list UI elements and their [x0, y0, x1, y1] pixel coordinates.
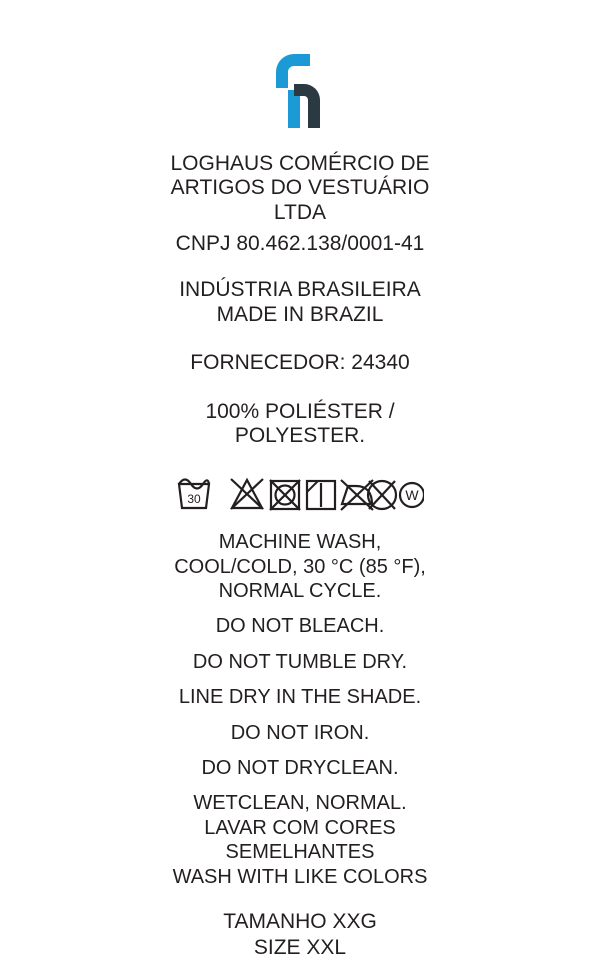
svg-text:W: W [405, 487, 419, 504]
svg-text:30: 30 [187, 492, 201, 507]
care-like-colors-en: WASH WITH LIKE COLORS [172, 865, 428, 888]
care-iron: DO NOT IRON. [230, 721, 370, 744]
fiber-composition [205, 400, 394, 449]
company-line-2: ARTIGOS DO VESTUÁRIO [170, 176, 430, 200]
company-line-1: LOGHAUS COMÉRCIO DE [170, 152, 430, 175]
wetclean-normal-symbol [400, 483, 424, 507]
care-line-dry: LINE DRY IN THE SHADE. [178, 686, 422, 709]
supplier-code: FORNECEDOR: 24340 [190, 351, 410, 375]
care-like-colors-pt-1: LAVAR COM CORES [204, 816, 396, 839]
do-not-tumble-dry-symbol [270, 480, 300, 510]
company-cnpj: CNPJ 80.462.138/0001-41 [175, 232, 425, 256]
care-tumble-dry: DO NOT TUMBLE DRY. [192, 650, 408, 673]
company-line-3: LTDA [273, 200, 327, 224]
size-pt: TAMANHO XXG [223, 909, 377, 933]
care-wash-line-1: MACHINE WASH, [218, 531, 382, 554]
care-instructions [173, 530, 428, 889]
size-en: SIZE XXL [253, 935, 347, 959]
care-bleach: DO NOT BLEACH. [215, 615, 385, 638]
care-wash-line-2: COOL/COLD, 30 °C (85 °F), [174, 555, 426, 578]
do-not-bleach-symbol [231, 479, 263, 509]
loghaus-logo [264, 52, 336, 130]
line-dry-in-shade-symbol [307, 481, 335, 509]
company-name [170, 152, 429, 225]
composition-line-pt: 100% POLIÉSTER / [205, 399, 395, 423]
do-not-dryclean-symbol [368, 481, 396, 509]
origin-line-en: MADE IN BRAZIL [216, 302, 384, 326]
machine-wash-30-symbol [179, 480, 209, 509]
size-info [223, 909, 377, 960]
care-wash-line-3: NORMAL CYCLE. [218, 580, 382, 603]
care-dryclean: DO NOT DRYCLEAN. [201, 756, 399, 779]
origin-line-pt: INDÚSTRIA BRASILEIRA [179, 278, 421, 302]
composition-line-en: POLYESTER. [234, 423, 366, 447]
origin-info [179, 278, 421, 327]
care-wetclean: WETCLEAN, NORMAL. [193, 792, 407, 815]
care-like-colors-pt-2: SEMELHANTES [225, 841, 375, 864]
care-symbols-row [176, 468, 424, 512]
